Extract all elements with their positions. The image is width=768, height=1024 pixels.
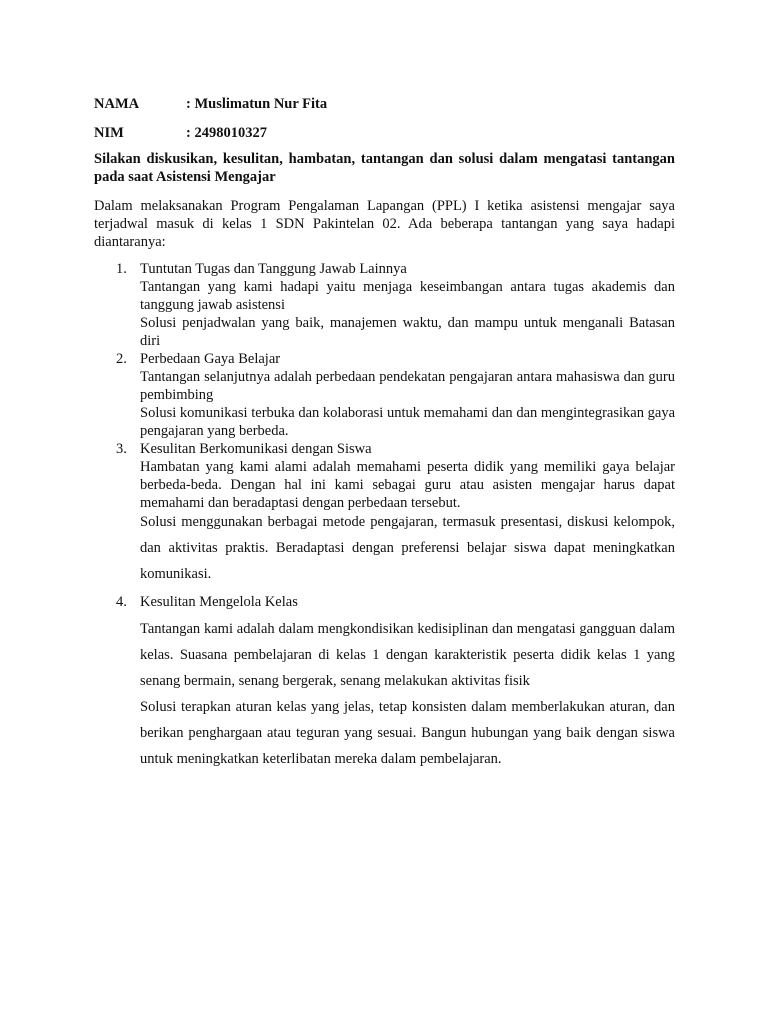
item-title: Perbedaan Gaya Belajar — [140, 351, 281, 367]
item-solution: Solusi penjadwalan yang baik, manajemen waktu, dan mampu untuk menganali Batasan diri — [140, 315, 675, 349]
nim-value: : 2498010327 — [186, 125, 267, 141]
item-number: 2. — [116, 351, 127, 367]
item-challenge: Hambatan yang kami alami adalah memahami peserta didik yang memiliki gaya belajar berbeda-beda. Dengan hal ini kami sebagai guru atau asisten mengajar harus dapat memahami dan beradaptasi dengan perbedaan tersebut. — [140, 459, 675, 511]
item-challenge: Tantangan yang kami hadapi yaitu menjaga keseimbangan antara tugas akademis dan tanggung jawab asistensi — [140, 279, 675, 313]
discussion-prompt: Silakan diskusikan, kesulitan, hambatan, tantangan dan solusi dalam mengatasi tantangan pada saat Asistensi Mengajar — [94, 151, 675, 185]
name-label: NAMA — [94, 96, 140, 112]
item-title: Tuntutan Tugas dan Tanggung Jawab Lainnya — [140, 261, 407, 277]
nim-field — [94, 124, 267, 142]
list-item — [94, 593, 675, 772]
item-number: 4. — [116, 594, 127, 610]
nim-label: NIM — [94, 125, 124, 141]
item-solution: Solusi menggunakan berbagai metode pengajaran, termasuk presentasi, diskusi kelompok, dan aktivitas praktis. Beradaptasi dengan preferensi belajar siswa dapat meningkatkan komunikasi. — [140, 514, 675, 582]
list-item — [94, 440, 675, 587]
challenge-list — [94, 260, 675, 772]
item-number: 1. — [116, 261, 127, 277]
item-number: 3. — [116, 441, 127, 457]
name-field — [94, 95, 327, 113]
item-solution: Solusi terapkan aturan kelas yang jelas, tetap konsisten dalam memberlakukan aturan, dan berikan penghargaan atau teguran yang sesuai. Bangun hubungan yang baik dengan siswa untuk meningkatkan keterlibatan mereka dalam pembelajaran. — [140, 699, 675, 767]
item-challenge: Tantangan kami adalah dalam mengkondisikan kedisiplinan dan mengatasi gangguan dalam kelas. Suasana pembelajaran di kelas 1 dengan karakteristik peserta didik kelas 1 yang senang bermain, senang bergerak, senang melakukan aktivitas fisik — [140, 621, 675, 689]
item-title: Kesulitan Mengelola Kelas — [140, 594, 298, 610]
item-solution: Solusi komunikasi terbuka dan kolaborasi untuk memahami dan dan mengintegrasikan gaya pengajaran yang berbeda. — [140, 405, 675, 439]
name-value: : Muslimatun Nur Fita — [186, 96, 328, 112]
list-item — [94, 260, 675, 350]
intro-paragraph: Dalam melaksanakan Program Pengalaman Lapangan (PPL) I ketika asistensi mengajar saya terjadwal masuk di kelas 1 SDN Pakintelan 02. Ada beberapa tantangan yang saya hadapi diantaranya: — [94, 198, 675, 250]
item-challenge: Tantangan selanjutnya adalah perbedaan pendekatan pengajaran antara mahasiswa dan guru pembimbing — [140, 369, 675, 403]
item-title: Kesulitan Berkomunikasi dengan Siswa — [140, 441, 372, 457]
list-item — [94, 350, 675, 440]
